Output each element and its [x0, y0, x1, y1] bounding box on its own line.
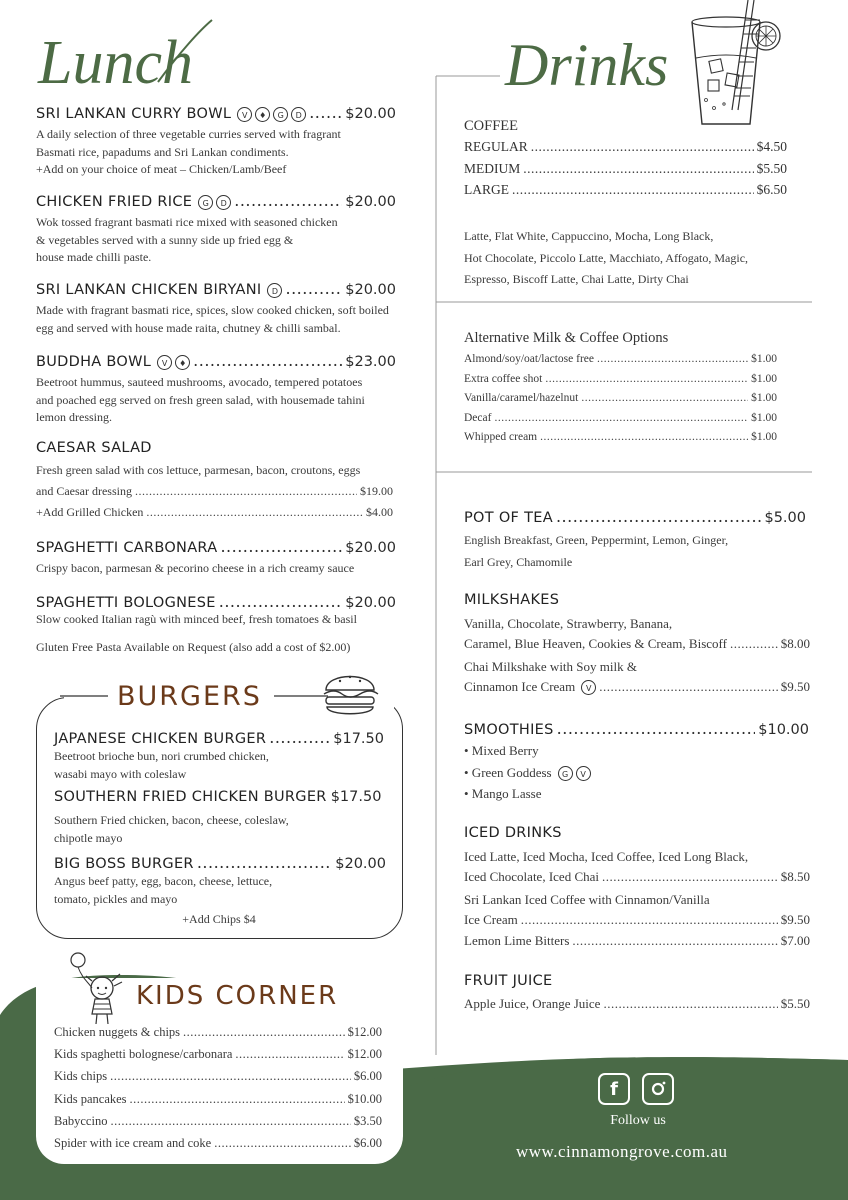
- list-item: [464, 762, 591, 784]
- row-price: $1.00: [751, 431, 777, 443]
- milkshakes-title: MILKSHAKES: [464, 592, 560, 608]
- desc-line: Basmati rice, papadums and Sri Lankan condiments.: [36, 144, 289, 159]
- row-price: $19.00: [360, 484, 393, 498]
- row-price: $5.50: [780, 996, 810, 1011]
- item-name: SOUTHERN FRIED CHICKEN BURGER: [54, 789, 327, 805]
- row-label: Kids pancakes: [54, 1091, 127, 1106]
- row-label: REGULAR: [464, 139, 528, 154]
- item-price: $20.00: [345, 282, 396, 298]
- list-item: • Mango Lasse: [464, 786, 542, 801]
- row-price: $1.00: [751, 392, 777, 404]
- tea-row: [464, 507, 806, 526]
- bolognese-desc: Slow cooked Italian ragù with minced beef, fresh tomatoes & basil: [36, 612, 357, 626]
- iced-row: [464, 911, 810, 933]
- item-price: $20.00: [335, 856, 386, 872]
- desc-line: English Breakfast, Green, Peppermint, Lemon, Ginger,: [464, 533, 729, 547]
- row-label: Kids chips: [54, 1069, 108, 1084]
- smoothies-list: [464, 740, 591, 805]
- item-name: POT OF TEA: [464, 510, 553, 526]
- row-label: Decaf: [464, 411, 492, 424]
- gluten-free-icon: G: [558, 766, 573, 781]
- desc-line: Beetroot hummus, sauteed mushrooms, avocado, tempered potatoes: [36, 375, 363, 389]
- item-price: $5.00: [764, 510, 806, 526]
- desc-line: Wok tossed fragrant basmati rice mixed with seasoned chicken: [36, 215, 338, 229]
- row-label: Caramel, Blue Heaven, Cookies & Cream, Biscoff: [464, 635, 727, 651]
- row-label: Cinnamon Ice Cream: [464, 678, 576, 694]
- juice-title: FRUIT JUICE: [464, 973, 553, 989]
- vegan-icon: V: [581, 680, 596, 695]
- juice-row: [464, 995, 810, 1013]
- gluten-free-note: Gluten Free Pasta Available on Request (also add a cost of $2.00): [36, 640, 351, 654]
- coffee-title: COFFEE: [464, 118, 518, 134]
- alt-milk-item: [464, 390, 777, 410]
- row-price: $3.50: [353, 1113, 382, 1128]
- burgers-title: BURGERS: [117, 681, 262, 712]
- row-label: and Caesar dressing: [36, 484, 132, 498]
- row-price: $8.50: [780, 868, 810, 884]
- vegan-icon: V: [237, 107, 252, 122]
- row-price: $9.50: [780, 678, 810, 694]
- item-name: SPAGHETTI BOLOGNESE: [36, 595, 216, 611]
- caesar-title: CAESAR SALAD: [36, 440, 152, 456]
- dairy-free-icon: D: [216, 195, 231, 210]
- item-name: SMOOTHIES: [464, 722, 554, 738]
- item-name: JAPANESE CHICKEN BURGER: [54, 731, 267, 747]
- iced-body: [464, 846, 810, 954]
- milkshakes-body: [464, 613, 810, 699]
- vegetarian-icon: ♦: [255, 107, 270, 122]
- item-price: $17.50: [333, 731, 384, 747]
- alt-milk-item: [464, 371, 777, 391]
- vegetarian-icon: ♦: [175, 355, 190, 370]
- desc-line: Latte, Flat White, Cappuccino, Mocha, Long Black,: [464, 229, 714, 243]
- gluten-free-icon: G: [198, 195, 213, 210]
- item-name: SRI LANKAN CHICKEN BIRYANI: [36, 282, 262, 298]
- row-price: $12.00: [347, 1025, 382, 1039]
- row-price: $4.00: [366, 505, 393, 519]
- desc-line: egg and served with house made raita, chutney & chilli sambal.: [36, 320, 341, 335]
- iced-row: [464, 932, 810, 954]
- desc-line: Earl Grey, Chamomile: [464, 554, 573, 569]
- desc-line: Beetroot brioche bun, nori crumbed chicken,: [54, 749, 269, 763]
- alt-milk-item: [464, 351, 777, 371]
- vegan-icon: V: [157, 355, 172, 370]
- coffee-sizes: [464, 139, 787, 204]
- row-price: $6.00: [353, 1069, 382, 1084]
- row-label: Kids spaghetti bolognese/carbonara: [54, 1047, 233, 1062]
- desc-line: and poached egg served on fresh green salad, with housemade tahini: [36, 392, 365, 407]
- item-name: SPAGHETTI CARBONARA: [36, 540, 218, 556]
- lunch-title: Lunch: [38, 29, 193, 97]
- desc-line: lemon dressing.: [36, 410, 112, 424]
- row-label: Almond/soy/oat/lactose free: [464, 353, 594, 365]
- desc-line: Angus beef patty, egg, bacon, cheese, lettuce,: [54, 874, 273, 888]
- desc-line: house made chilli paste.: [36, 250, 152, 264]
- row-price: $5.50: [756, 160, 787, 176]
- website-link[interactable]: www.cinnamongrove.com.au: [516, 1142, 728, 1161]
- desc-line: Iced Latte, Iced Mocha, Iced Coffee, Iced Long Black,: [464, 849, 749, 864]
- item-name: SRI LANKAN CURRY BOWL: [36, 106, 232, 122]
- row-label: LARGE: [464, 182, 509, 197]
- coffee-size-row: [464, 182, 787, 204]
- item-price: $20.00: [345, 595, 396, 611]
- row-label: Lemon Lime Bitters: [464, 933, 570, 948]
- drinks-title: Drinks: [505, 32, 669, 98]
- item-name: BUDDHA BOWL: [36, 354, 152, 370]
- row-label: +Add Grilled Chicken: [36, 505, 144, 519]
- instagram-icon[interactable]: [642, 1073, 674, 1105]
- tea-desc: [464, 530, 728, 573]
- follow-us: Follow us: [610, 1113, 666, 1128]
- dairy-free-icon: D: [291, 107, 306, 122]
- alt-milk-title: Alternative Milk & Coffee Options: [464, 330, 669, 346]
- smoothies-row: [464, 719, 809, 738]
- list-item-label: • Green Goddess: [464, 764, 552, 780]
- row-price: $12.00: [347, 1047, 382, 1062]
- row-label: Chicken nuggets & chips: [54, 1025, 181, 1039]
- burger-addon: +Add Chips $4: [182, 912, 256, 926]
- item-name: CHICKEN FRIED RICE: [36, 194, 193, 210]
- alt-milk-item: [464, 429, 777, 449]
- desc-line: Hot Chocolate, Piccolo Latte, Macchiato, Affogato, Magic,: [464, 250, 749, 265]
- vegan-icon: V: [576, 766, 591, 781]
- row-price: $9.50: [780, 911, 810, 927]
- row-price: $7.00: [780, 933, 810, 948]
- list-item: • Mixed Berry: [464, 743, 539, 758]
- desc-line: +Add on your choice of meat – Chicken/Lamb/Beef: [36, 162, 287, 176]
- alt-milk-item: [464, 410, 777, 430]
- desc-line: Espresso, Biscoff Latte, Chai Latte, Dirty Chai: [464, 272, 689, 286]
- desc-line: A daily selection of three vegetable curries served with fragrant: [36, 127, 341, 141]
- row-label: Iced Chocolate, Iced Chai: [464, 868, 599, 884]
- item-price: $20.00: [345, 194, 396, 210]
- desc-line: tomato, pickles and mayo: [54, 891, 178, 906]
- iced-row: [464, 868, 810, 890]
- iced-title: ICED DRINKS: [464, 825, 562, 841]
- item-price: $10.00: [758, 722, 809, 738]
- item-price: $23.00: [345, 354, 396, 370]
- desc-line: Chai Milkshake with Soy milk &: [464, 659, 637, 674]
- coffee-types: [464, 226, 748, 291]
- row-label: Ice Cream: [464, 911, 518, 927]
- row-label: Vanilla/caramel/hazelnut: [464, 392, 579, 404]
- coffee-size-row: [464, 161, 787, 183]
- row-price: $6.00: [353, 1135, 382, 1150]
- item-name: BIG BOSS BURGER: [54, 856, 194, 872]
- desc-line: chipotle mayo: [54, 830, 123, 845]
- desc-line: Southern Fried chicken, bacon, cheese, coleslaw,: [54, 813, 289, 827]
- row-label: Spider with ice cream and coke: [54, 1135, 212, 1150]
- milkshake-row: [464, 635, 810, 657]
- row-price: $4.50: [756, 139, 787, 154]
- row-price: $1.00: [751, 353, 777, 365]
- desc-line: Made with fragrant basmati rice, spices, slow cooked chicken, soft boiled: [36, 303, 389, 317]
- row-price: $10.00: [347, 1091, 382, 1106]
- item-price: $17.50: [330, 789, 382, 805]
- desc-line: wasabi mayo with coleslaw: [54, 766, 187, 781]
- milkshake-row: [464, 678, 810, 700]
- alt-milk-list: [464, 351, 777, 449]
- desc-line: & vegetables served with a sunny side up fried egg &: [36, 232, 294, 247]
- row-price: $6.50: [756, 182, 787, 197]
- row-label: Whipped cream: [464, 431, 538, 443]
- row-label: Apple Juice, Orange Juice: [464, 996, 601, 1011]
- carbonara-desc: Crispy bacon, parmesan & pecorino cheese in a rich creamy sauce: [36, 561, 355, 575]
- caesar-desc: Fresh green salad with cos lettuce, parmesan, bacon, croutons, eggs: [36, 463, 361, 477]
- coffee-size-row: [464, 139, 787, 161]
- desc-line: Sri Lankan Iced Coffee with Cinnamon/Vanilla: [464, 892, 710, 907]
- kids-title: KIDS CORNER: [136, 981, 339, 1011]
- row-price: $1.00: [751, 411, 777, 424]
- row-price: $1.00: [751, 372, 777, 385]
- instagram-glyph: [647, 1078, 669, 1100]
- item-price: $20.00: [345, 106, 396, 122]
- row-label: Extra coffee shot: [464, 372, 543, 385]
- row-price: $8.00: [780, 635, 810, 651]
- desc-line: Vanilla, Chocolate, Strawberry, Banana,: [464, 616, 673, 631]
- row-label: MEDIUM: [464, 160, 521, 176]
- drink-glass-illustration: [684, 0, 788, 132]
- item-price: $20.00: [345, 540, 396, 556]
- gluten-free-icon: G: [273, 107, 288, 122]
- dairy-free-icon: D: [267, 283, 282, 298]
- row-label: Babyccino: [54, 1113, 108, 1128]
- facebook-icon[interactable]: f: [598, 1073, 630, 1105]
